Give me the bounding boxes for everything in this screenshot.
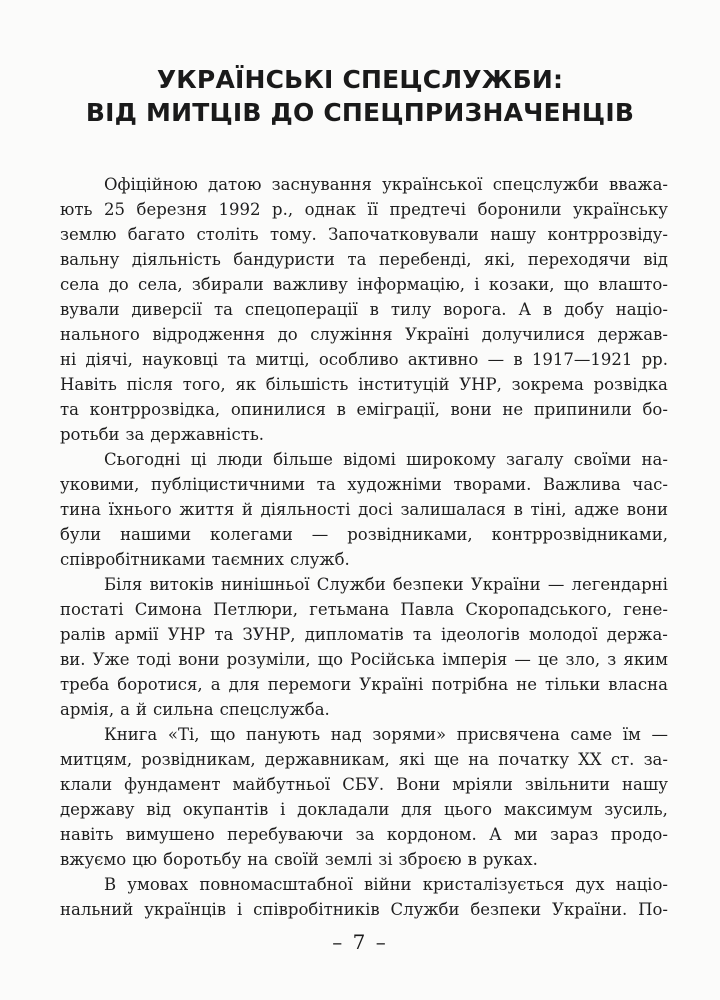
text-line: ралів армії УНР та ЗУНР, дипломатів та ідеологів молодої держа- (60, 625, 668, 644)
page-number: – 7 – (332, 930, 388, 954)
paragraph (60, 572, 668, 722)
body-text (60, 172, 668, 922)
text-line: були нашими колегами — розвідниками, контррозвідниками, (60, 525, 668, 544)
text-line: Офіційною датою заснування української спецслужби вважа- (104, 175, 668, 194)
text-line: та контррозвідка, опинилися в еміграції, вони не припинили бо- (60, 400, 668, 419)
text-line: Сьогодні ці люди більше відомі широкому загалу своїми на- (104, 450, 668, 469)
text-line: ють 25 березня 1992 р., однак її предтечі боронили українську (60, 200, 668, 219)
text-line: клали фундамент майбутньої СБУ. Вони мріяли звільнити нашу (60, 775, 668, 794)
text-line: митцям, розвідникам, державникам, які ще на початку XX ст. за- (60, 750, 668, 769)
text-line: вували диверсії та спецоперації в тилу ворога. А в добу націо- (60, 300, 668, 319)
text-line: В умовах повномасштабної війни кристалізується дух націо- (104, 875, 668, 894)
text-line: землю багато століть тому. Започатковували нашу контррозвіду- (60, 225, 668, 244)
text-line: Навіть після того, як більшість інституцій УНР, зокрема розвідка (60, 375, 668, 394)
text-line: постаті Симона Петлюри, гетьмана Павла Скоропадського, гене- (60, 600, 668, 619)
text-line: ні діячі, науковці та митці, особливо активно — в 1917—1921 рр. (60, 350, 668, 369)
paragraph (60, 447, 668, 572)
text-line: Книга «Ті, що панують над зорями» присвячена саме їм — (104, 725, 668, 744)
text-line: навіть вимушено перебуваючи за кордоном. А ми зараз продо- (60, 825, 668, 844)
text-line: ротьби за державність. (60, 425, 265, 444)
text-line: вжуємо цю боротьбу на своїй землі зі зброєю в руках. (60, 850, 538, 869)
text-line: треба боротися, а для перемоги Україні потрібна не тільки власна (60, 675, 668, 694)
text-line: державу від окупантів і докладали для цього максимум зусиль, (60, 800, 668, 819)
paragraph (60, 722, 668, 872)
chapter-title-line-1: УКРАЇНСЬКІ СПЕЦСЛУЖБИ: (156, 65, 564, 94)
chapter-title-line-2: ВІД МИТЦІВ ДО СПЕЦПРИЗНАЧЕНЦІВ (85, 98, 635, 127)
text-line: ви. Уже тоді вони розуміли, що Російська імперія — це зло, з яким (60, 650, 668, 669)
paragraph (60, 872, 668, 922)
text-line: уковими, публіцистичними та художніми творами. Важлива час- (60, 475, 668, 494)
text-line: села до села, збирали важливу інформацію, і козаки, що влашто- (60, 275, 668, 294)
text-line: тина їхнього життя й діяльності досі залишалася в тіні, адже вони (60, 500, 668, 519)
text-line: армія, а й сильна спецслужба. (60, 700, 330, 719)
text-line: нальний українців і співробітників Служби безпеки України. По- (60, 900, 668, 919)
text-line: співробітниками таємних служб. (60, 550, 350, 569)
text-line: вальну діяльність бандуристи та перебенді, які, переходячи від (60, 250, 668, 269)
text-line: нального відродження до служіння Україні долучилися держав- (60, 325, 668, 344)
text-line: Біля витоків нинішньої Служби безпеки України — легендарні (104, 575, 668, 594)
paragraph (60, 172, 668, 447)
